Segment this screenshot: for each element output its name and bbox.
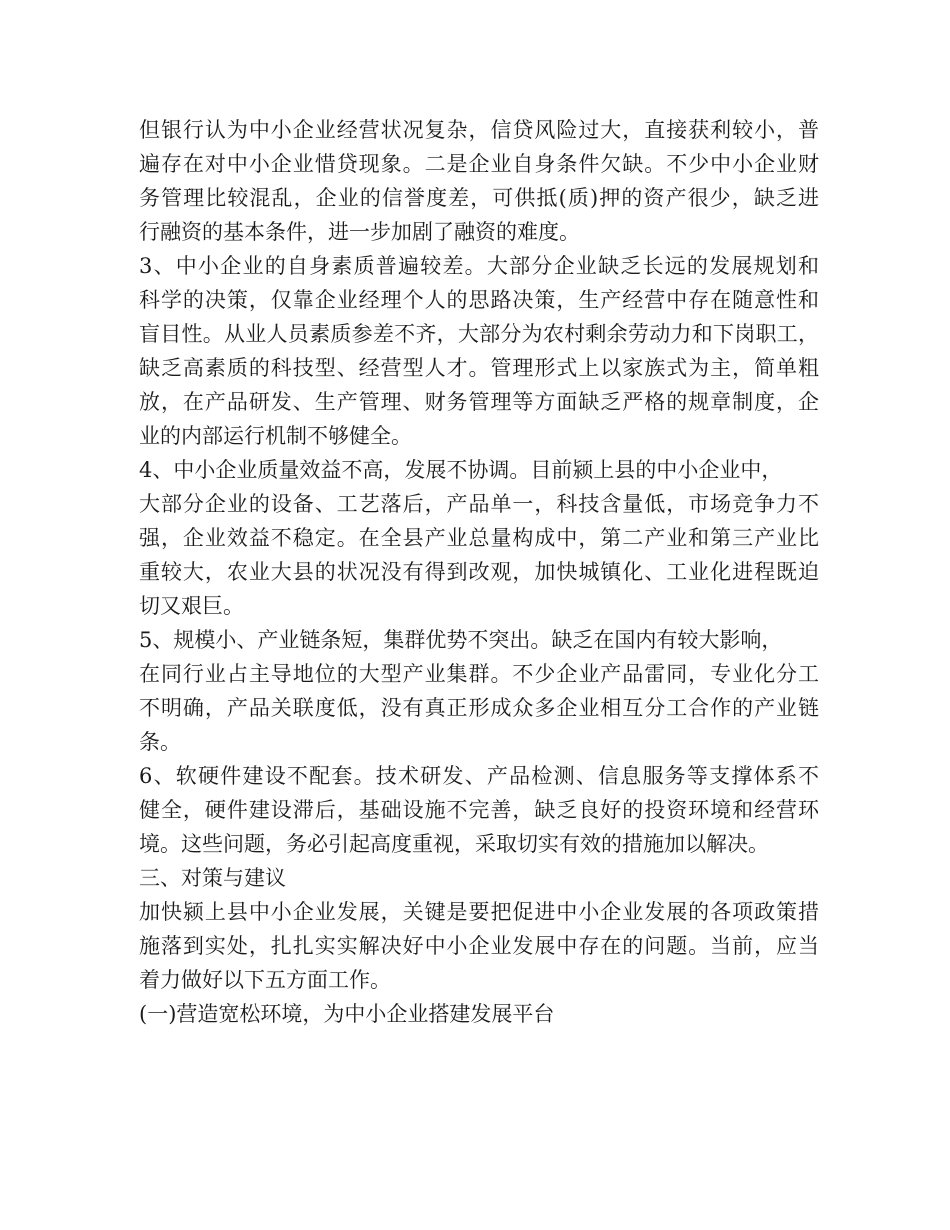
text-line: 着力做好以下五方面工作。	[139, 968, 391, 992]
text-line: 境。这些问题，务必引起高度重视，采取切实有效的措施加以解决。	[139, 832, 769, 856]
text-line: 强，企业效益不稳定。在全县产业总量构成中，第二产业和第三产业比	[139, 526, 819, 550]
text-line: 科学的决策，仅靠企业经理个人的思路决策，生产经营中存在随意性和	[139, 288, 819, 312]
text-line: 4、中小企业质量效益不高，发展不协调。目前颍上县的中小企业中，	[139, 458, 783, 482]
text-line: 6、软硬件建设不配套。技术研发、产品检测、信息服务等支撑体系不	[139, 764, 819, 788]
text-line: 盲目性。从业人员素质参差不齐，大部分为农村剩余劳动力和下岗职工，	[139, 322, 819, 346]
text-line: 三、对策与建议	[139, 866, 286, 890]
text-line: 不明确，产品关联度低，没有真正形成众多企业相互分工合作的产业链	[139, 696, 819, 720]
text-line: 5、规模小、产业链条短，集群优势不突出。缺乏在国内有较大影响，	[139, 628, 783, 652]
text-line: 在同行业占主导地位的大型产业集群。不少企业产品雷同，专业化分工	[139, 662, 819, 686]
text-line: 但银行认为中小企业经营状况复杂，信贷风险过大，直接获利较小，普	[139, 118, 819, 142]
document-body	[139, 113, 819, 1031]
text-line: 重较大，农业大县的状况没有得到改观，加快城镇化、工业化进程既迫	[139, 560, 819, 584]
text-line: 缺乏高素质的科技型、经营型人才。管理形式上以家族式为主，简单粗	[139, 356, 819, 380]
text-line: 务管理比较混乱，企业的信誉度差，可供抵(质)押的资产很少，缺乏进	[139, 186, 819, 210]
text-line: 3、中小企业的自身素质普遍较差。大部分企业缺乏长远的发展规划和	[139, 254, 819, 278]
text-line: (一)营造宽松环境，为中小企业搭建发展平台	[139, 1002, 555, 1026]
text-line: 加快颍上县中小企业发展，关键是要把促进中小企业发展的各项政策措	[139, 900, 819, 924]
text-line: 业的内部运行机制不够健全。	[139, 424, 412, 448]
text-line: 大部分企业的设备、工艺落后，产品单一，科技含量低，市场竞争力不	[139, 492, 819, 516]
text-line: 切又艰巨。	[139, 594, 244, 618]
text-line: 遍存在对中小企业惜贷现象。二是企业自身条件欠缺。不少中小企业财	[139, 152, 819, 176]
text-line: 条。	[139, 730, 181, 754]
text-line: 健全，硬件建设滞后，基础设施不完善，缺乏良好的投资环境和经营环	[139, 798, 819, 822]
text-line: 行融资的基本条件，进一步加剧了融资的难度。	[139, 220, 580, 244]
text-line: 放，在产品研发、生产管理、财务管理等方面缺乏严格的规章制度，企	[139, 390, 819, 414]
text-line: 施落到实处，扎扎实实解决好中小企业发展中存在的问题。当前，应当	[139, 934, 819, 958]
